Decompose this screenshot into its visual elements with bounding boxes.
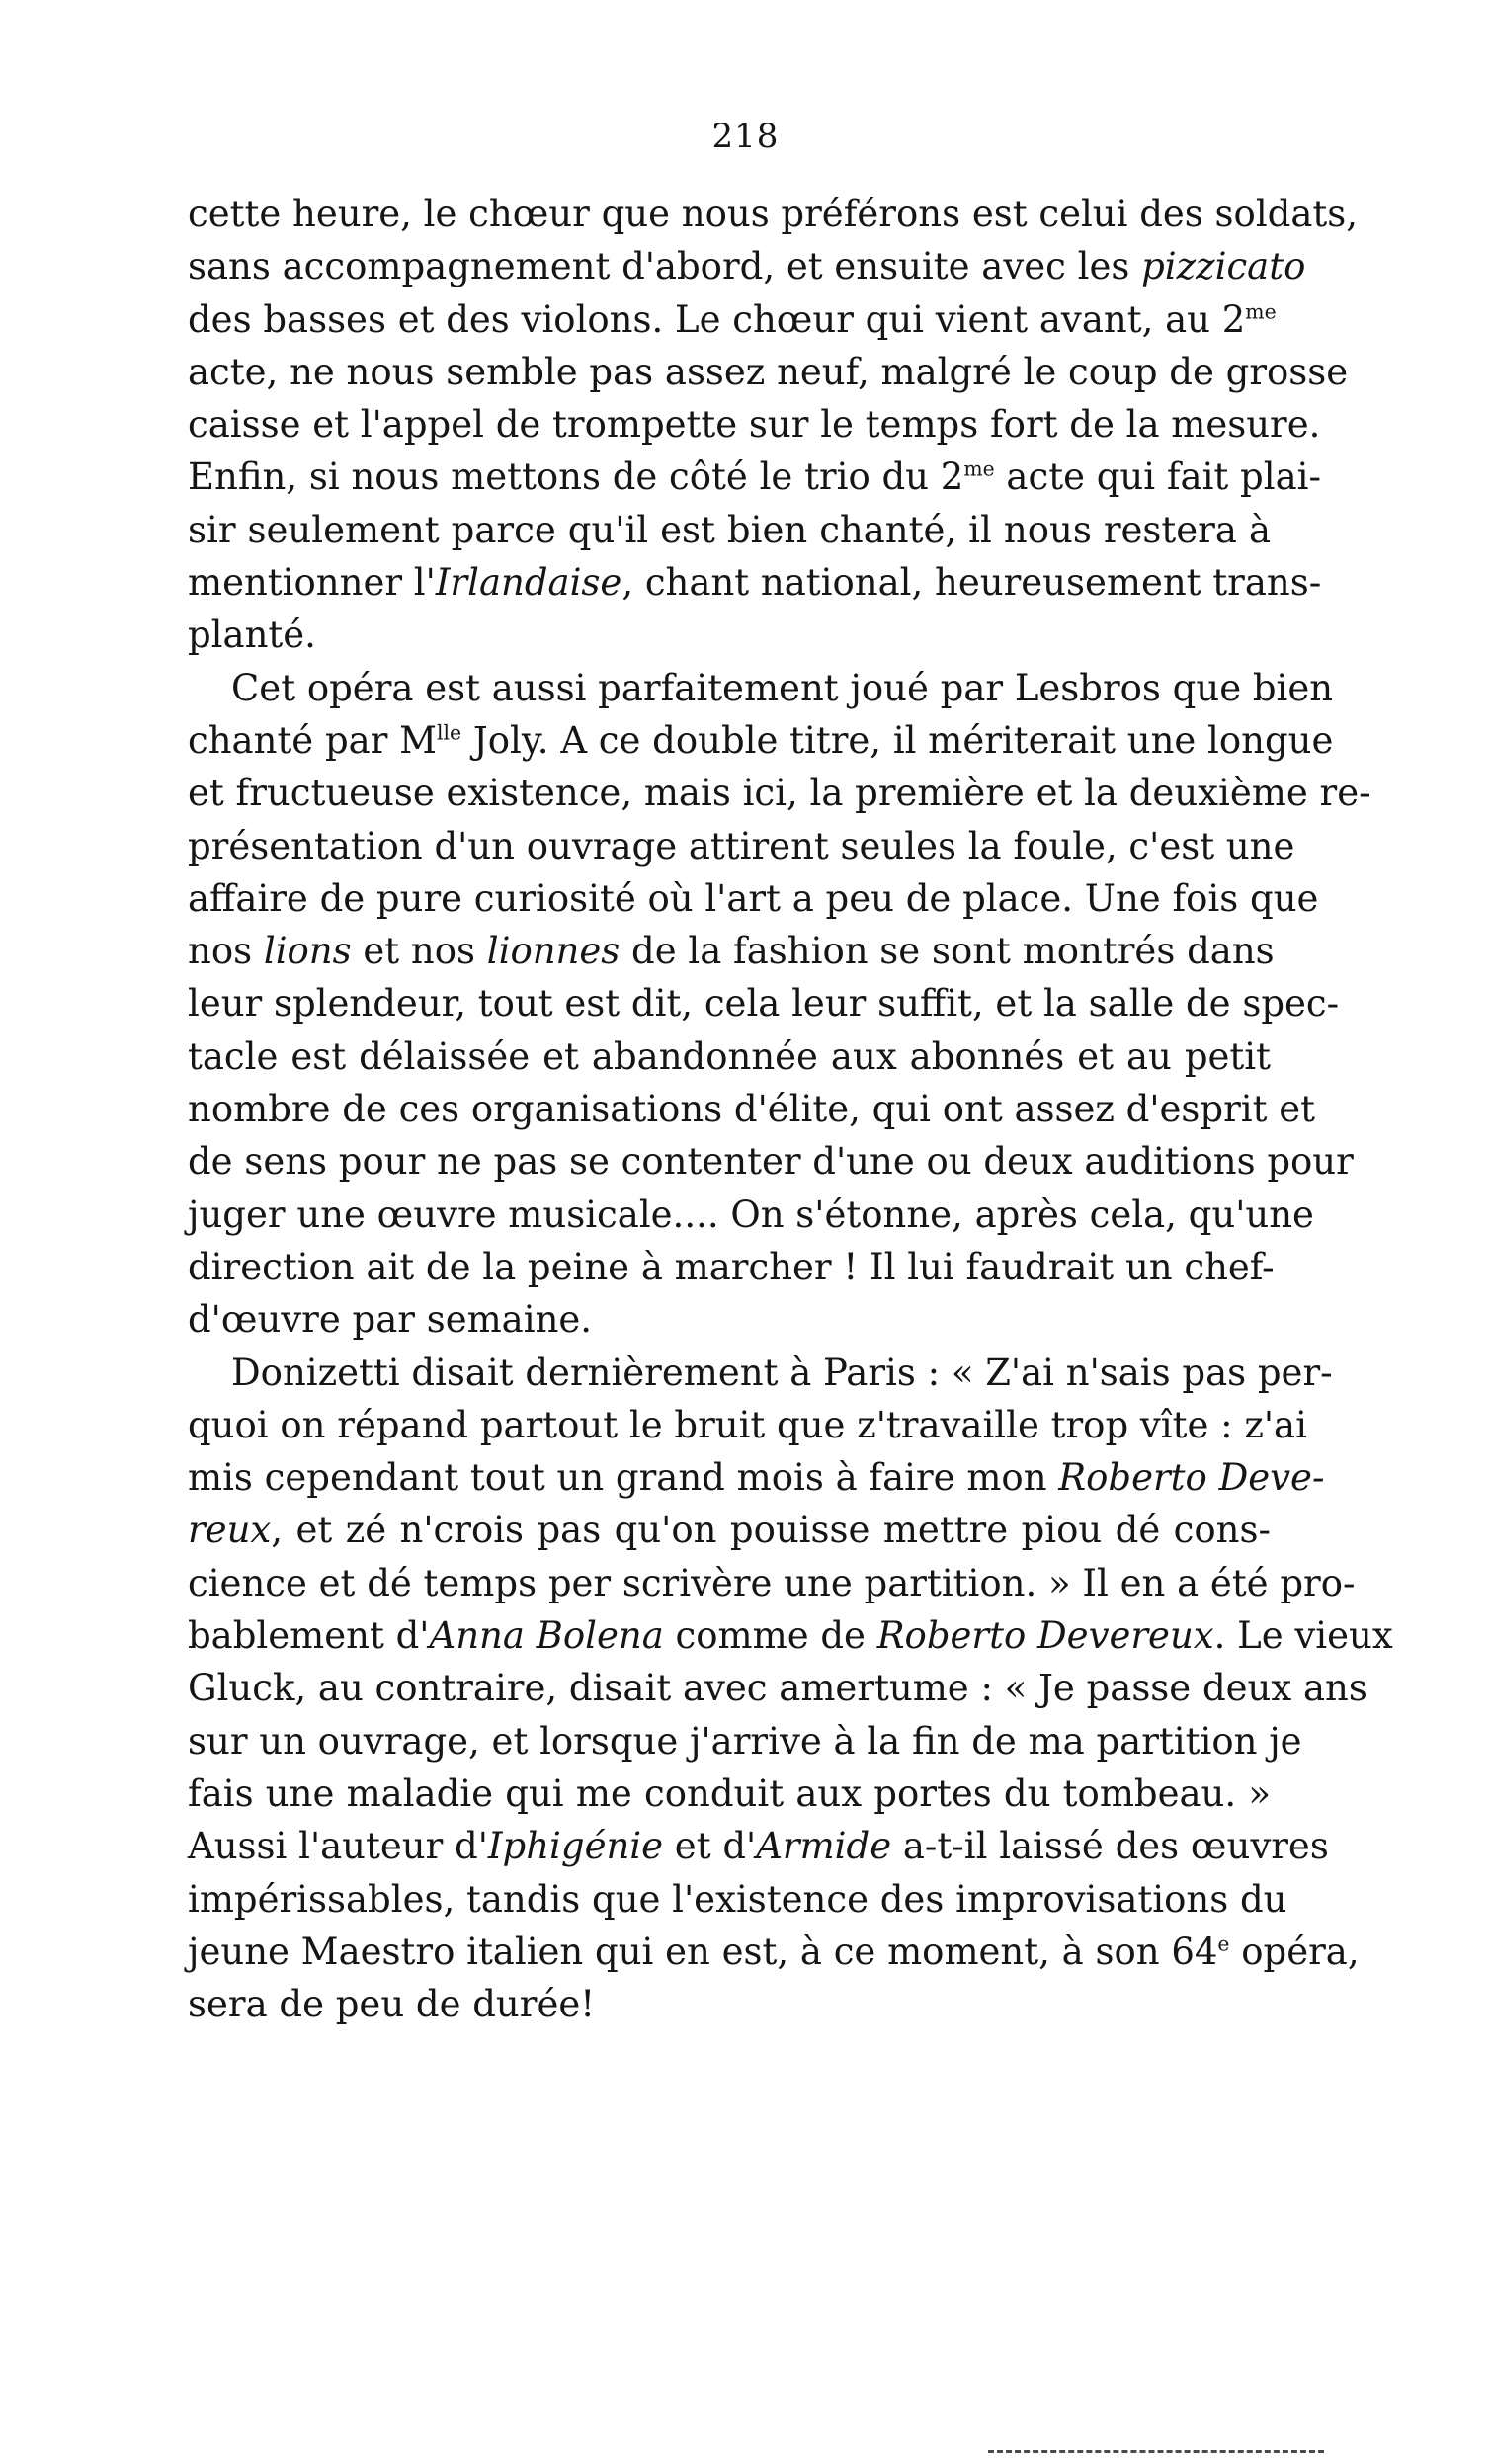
text-line (188, 451, 1321, 503)
text-segment: Gluck, au contraire, disait avec amertume : « Je passe deux ans (188, 1667, 1367, 1710)
text-line (188, 240, 1306, 292)
text-line (188, 556, 1322, 609)
text-line (188, 1767, 1271, 1820)
text-segment: sur un ouvrage, et lorsque j'arrive à la fin de ma partition je (188, 1719, 1302, 1763)
text-segment: tacle est délaissée et abandonnée aux abonnés et au petit (188, 1034, 1271, 1078)
text-segment: nos (188, 930, 264, 973)
italic-text: lionnes (486, 930, 621, 973)
text-line (188, 1451, 1325, 1504)
text-line (188, 504, 1271, 556)
text-line (188, 1978, 1271, 2030)
superscript: lle (437, 720, 462, 745)
text-line (188, 1135, 1354, 1188)
text-line (188, 1241, 1275, 1293)
text-line (188, 1715, 1302, 1767)
text-segment: de sens pour ne pas se contenter d'une ou deux auditions pour (188, 1140, 1354, 1184)
text-line (188, 1189, 1314, 1241)
text-line (188, 1399, 1307, 1451)
text-line (188, 977, 1340, 1029)
text-segment: sera de peu de durée! (188, 1983, 596, 2026)
text-segment: a-t-il laissé des œuvres (891, 1825, 1329, 1868)
text-segment: mis cependant tout un grand mois à faire mon (188, 1456, 1059, 1500)
page-number: 218 (711, 117, 780, 156)
text-segment: juger une œuvre musicale.... On s'étonne, après cela, qu'une (188, 1192, 1314, 1236)
text-segment: cience et dé temps per scrivère une partition. » Il en a été pro- (188, 1561, 1356, 1604)
text-segment: mentionner l' (188, 561, 436, 605)
text-segment: comme de (663, 1614, 877, 1658)
text-segment: sans accompagnement d'abord, et ensuite avec les (188, 245, 1142, 288)
text-line (188, 820, 1295, 872)
text-segment: chanté par M (188, 718, 438, 762)
text-segment: affaire de pure curiosité où l'art a peu de place. Une fois que (188, 876, 1319, 920)
text-segment: , chant national, heureusement trans- (621, 561, 1322, 605)
text-line (188, 1609, 1393, 1662)
text-segment: et nos (351, 930, 487, 973)
text-segment: bablement d' (188, 1614, 430, 1658)
text-segment: de la fashion se sont montrés dans (620, 930, 1275, 973)
text-line (188, 662, 1334, 714)
italic-text: reux (188, 1509, 272, 1552)
text-line (188, 872, 1319, 925)
text-segment: Joly. A ce double titre, il mériterait une longue (461, 718, 1334, 762)
text-segment: jeune Maestro italien qui en est, à ce moment, à son 64 (188, 1930, 1218, 1973)
text-line (188, 1083, 1315, 1135)
text-segment: et fructueuse existence, mais ici, la première et la deuxième re- (188, 772, 1371, 815)
text-segment: planté. (188, 614, 316, 657)
text-line (188, 1873, 1287, 1926)
text-segment: acte qui fait plai- (994, 455, 1321, 499)
italic-text: Iphigénie (487, 1825, 664, 1868)
text-segment: , et zé n'crois pas qu'on pouisse mettre piou dé cons- (271, 1509, 1271, 1552)
text-line (188, 1557, 1356, 1609)
text-line (188, 1030, 1271, 1083)
footer-rule (988, 2450, 1324, 2453)
text-segment: cette heure, le chœur que nous préférons est celui des soldats, (188, 193, 1359, 235)
italic-text: Armide (756, 1825, 892, 1868)
text-line (188, 714, 1334, 767)
text-segment: quoi on répand partout le bruit que z'travaille trop vîte : z'ai (188, 1403, 1307, 1446)
text-line (188, 1820, 1329, 1872)
text-segment: des basses et des violons. Le chœur qui vient avant, au 2 (188, 297, 1246, 341)
italic-text: Roberto Devereux (876, 1614, 1214, 1658)
text-segment: Aussi l'auteur d' (188, 1825, 488, 1868)
text-segment: impérissables, tandis que l'existence des improvisations du (188, 1877, 1287, 1921)
text-line (188, 346, 1349, 398)
text-segment: fais une maladie qui me conduit aux portes du tombeau. » (188, 1771, 1271, 1815)
text-line (188, 609, 1271, 661)
superscript: e (1217, 1931, 1230, 1956)
text-segment: Enfin, si nous mettons de côté le trio du 2 (188, 455, 964, 499)
italic-text: lions (263, 930, 352, 973)
text-line (188, 925, 1275, 977)
italic-text: Irlandaise (435, 561, 622, 605)
text-segment: présentation d'un ouvrage attirent seules la foule, c'est une (188, 824, 1295, 867)
text-line (188, 1347, 1333, 1399)
superscript: me (1245, 299, 1277, 324)
text-segment: Donizetti disait dernièrement à Paris : « Z'ai n'sais pas per- (231, 1351, 1333, 1394)
text-segment: et d' (663, 1825, 757, 1868)
text-segment: d'œuvre par semaine. (188, 1298, 593, 1342)
text-segment: direction ait de la peine à marcher ! Il lui faudrait un chef- (188, 1245, 1275, 1288)
text-line (188, 1662, 1367, 1714)
italic-text: Roberto Deve- (1058, 1456, 1325, 1500)
italic-text: pizzicato (1141, 245, 1306, 288)
text-segment: Cet opéra est aussi parfaitement joué par Lesbros que bien (231, 666, 1334, 709)
text-segment: nombre de ces organisations d'élite, qui ont assez d'esprit et (188, 1088, 1315, 1131)
text-segment: . Le vieux (1213, 1614, 1393, 1658)
body-text (188, 188, 1393, 2030)
superscript: me (963, 457, 995, 482)
text-line (188, 767, 1371, 819)
text-segment: leur splendeur, tout est dit, cela leur suffit, et la salle de spec- (188, 982, 1340, 1026)
text-line (188, 188, 1359, 240)
text-line (188, 1926, 1360, 1978)
text-line (188, 1293, 1271, 1346)
text-segment: sir seulement parce qu'il est bien chanté, il nous restera à (188, 508, 1271, 551)
text-line (188, 293, 1277, 346)
text-line (188, 1504, 1271, 1556)
text-line (188, 398, 1321, 451)
text-segment: opéra, (1229, 1930, 1360, 1973)
text-segment: acte, ne nous semble pas assez neuf, malgré le coup de grosse (188, 350, 1349, 393)
italic-text: Anna Bolena (429, 1614, 664, 1658)
text-segment: caisse et l'appel de trompette sur le temps fort de la mesure. (188, 403, 1321, 447)
